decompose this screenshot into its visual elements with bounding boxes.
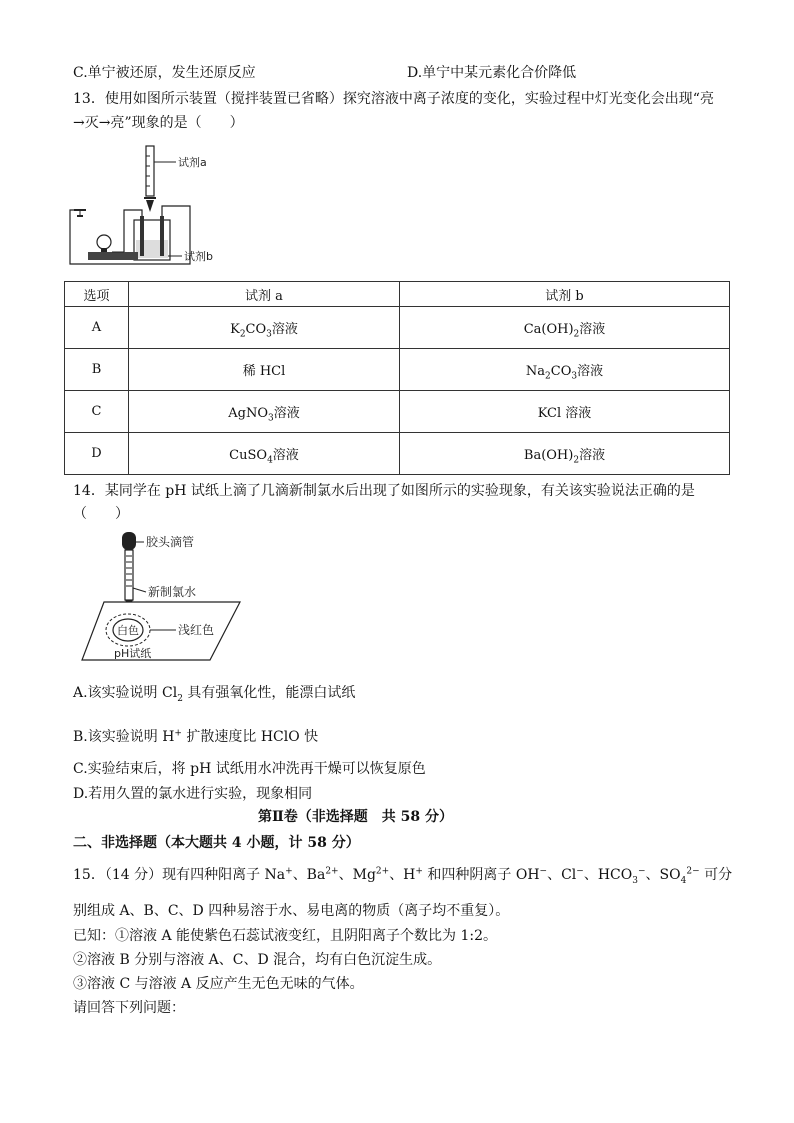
fig-label-white: 白色 [117, 624, 139, 637]
header-option: 选项 [65, 282, 129, 307]
row-d-reagent-a: CuSO$_4$溶液 [129, 433, 400, 475]
q15-line3: 已知：①溶液 A 能使紫色石蕊试液变红，且阴阳离子个数比为 1:2。 [73, 928, 497, 944]
q14-option-b: B.该实验说明 H+ 扩散速度比 HClO 快 [73, 728, 319, 745]
dropper-tube-icon [125, 550, 133, 600]
fig-label-dropper: 胶头滴管 [146, 535, 195, 549]
ph-paper-icon [82, 602, 240, 660]
q13-stem-line2: →灭→亮”现象的是（ ） [73, 115, 244, 131]
q14-option-a: A.该实验说明 $Cl_2$ 具有强氧化性，能漂白试纸 [73, 685, 356, 704]
q14-option-d: D.若用久置的氯水进行实验，现象相同 [73, 786, 313, 802]
fig-label-chlorine-water: 新制氯水 [148, 585, 197, 599]
q15-line1: 15．（14 分）现有四种阳离子 Na+、$Ba^{2+}$、$Mg^{2+}$、H+ 和四种阴离子 OH−、Cl−、$HCO_3^-$、$SO_4^{2-}$ 可分 [73, 866, 733, 886]
q12-option-d: D.单宁中某元素化合价降低 [407, 65, 577, 81]
row-b-option: B [65, 349, 129, 391]
q14-stem-line2: （ ） [73, 506, 129, 522]
q15-line5: ③溶液 C 与溶液 A 反应产生无色无味的气体。 [73, 976, 364, 992]
q15-line6: 请回答下列问题： [73, 1000, 185, 1016]
row-a-reagent-b: $Ca(OH)_2$溶液 [400, 307, 730, 349]
fig-label-ph-paper: pH试纸 [114, 647, 152, 660]
q15-line4: ②溶液 B 分别与溶液 A、C、D 混合，均有白色沉淀生成。 [73, 952, 442, 968]
q15-line2: 别组成 A、B、C、D 四种易溶于水、易电离的物质（离子均不重复）。 [73, 903, 510, 919]
row-c-reagent-b: KCl 溶液 [400, 391, 730, 433]
electrode-right [160, 216, 164, 256]
volume-title: 第Ⅱ卷（非选择题 共 58 分） [258, 809, 454, 825]
row-d-option: D [65, 433, 129, 475]
fig-label-light-red: 浅红色 [178, 623, 215, 637]
bulb-icon [97, 235, 111, 249]
row-b-reagent-b: $Na_2CO_3$溶液 [400, 349, 730, 391]
row-d-reagent-b: $Ba(OH)_2$溶液 [400, 433, 730, 475]
burette-icon [146, 146, 154, 196]
q13-stem-line1: 13．使用如图所示装置（搅拌装置已省略）探究溶液中离子浓度的变化，实验过程中灯光变化会出现“亮 [73, 91, 714, 107]
header-reagent-a: 试剂 a [129, 282, 400, 307]
q14-option-c: C.实验结束后，将 pH 试纸用水冲洗再干燥可以恢复原色 [73, 761, 426, 777]
fig-label-reagent-a: 试剂a [178, 156, 207, 169]
header-reagent-b: 试剂 b [400, 282, 730, 307]
table-row [65, 307, 730, 349]
fig-label-reagent-b: 试剂b [184, 250, 213, 263]
part-title: 二、非选择题（本大题共 4 小题，计 58 分） [73, 835, 360, 851]
electrode-left [140, 216, 144, 256]
row-c-reagent-a: AgNO$_3$溶液 [129, 391, 400, 433]
dropper-bulb-icon [122, 532, 136, 550]
apparatus-base [88, 252, 138, 260]
ph-paper-figure [80, 528, 250, 663]
row-c-option: C [65, 391, 129, 433]
row-a-reagent-a: $K_2CO_3$溶液 [129, 307, 400, 349]
table-row [65, 349, 730, 391]
q14-stem-line1: 14．某同学在 pH 试纸上滴了几滴新制氯水后出现了如图所示的实验现象，有关该实验说法正确的是 [73, 483, 695, 499]
q12-option-c: C.单宁被还原，发生还原反应 [73, 65, 256, 81]
conductivity-apparatus-figure [64, 140, 264, 270]
table-row [65, 433, 730, 475]
table-row [65, 391, 730, 433]
q13-options-table [64, 281, 730, 475]
table-header-row [65, 282, 730, 307]
row-b-reagent-a: 稀 HCl [129, 349, 400, 391]
row-a-option: A [65, 307, 129, 349]
